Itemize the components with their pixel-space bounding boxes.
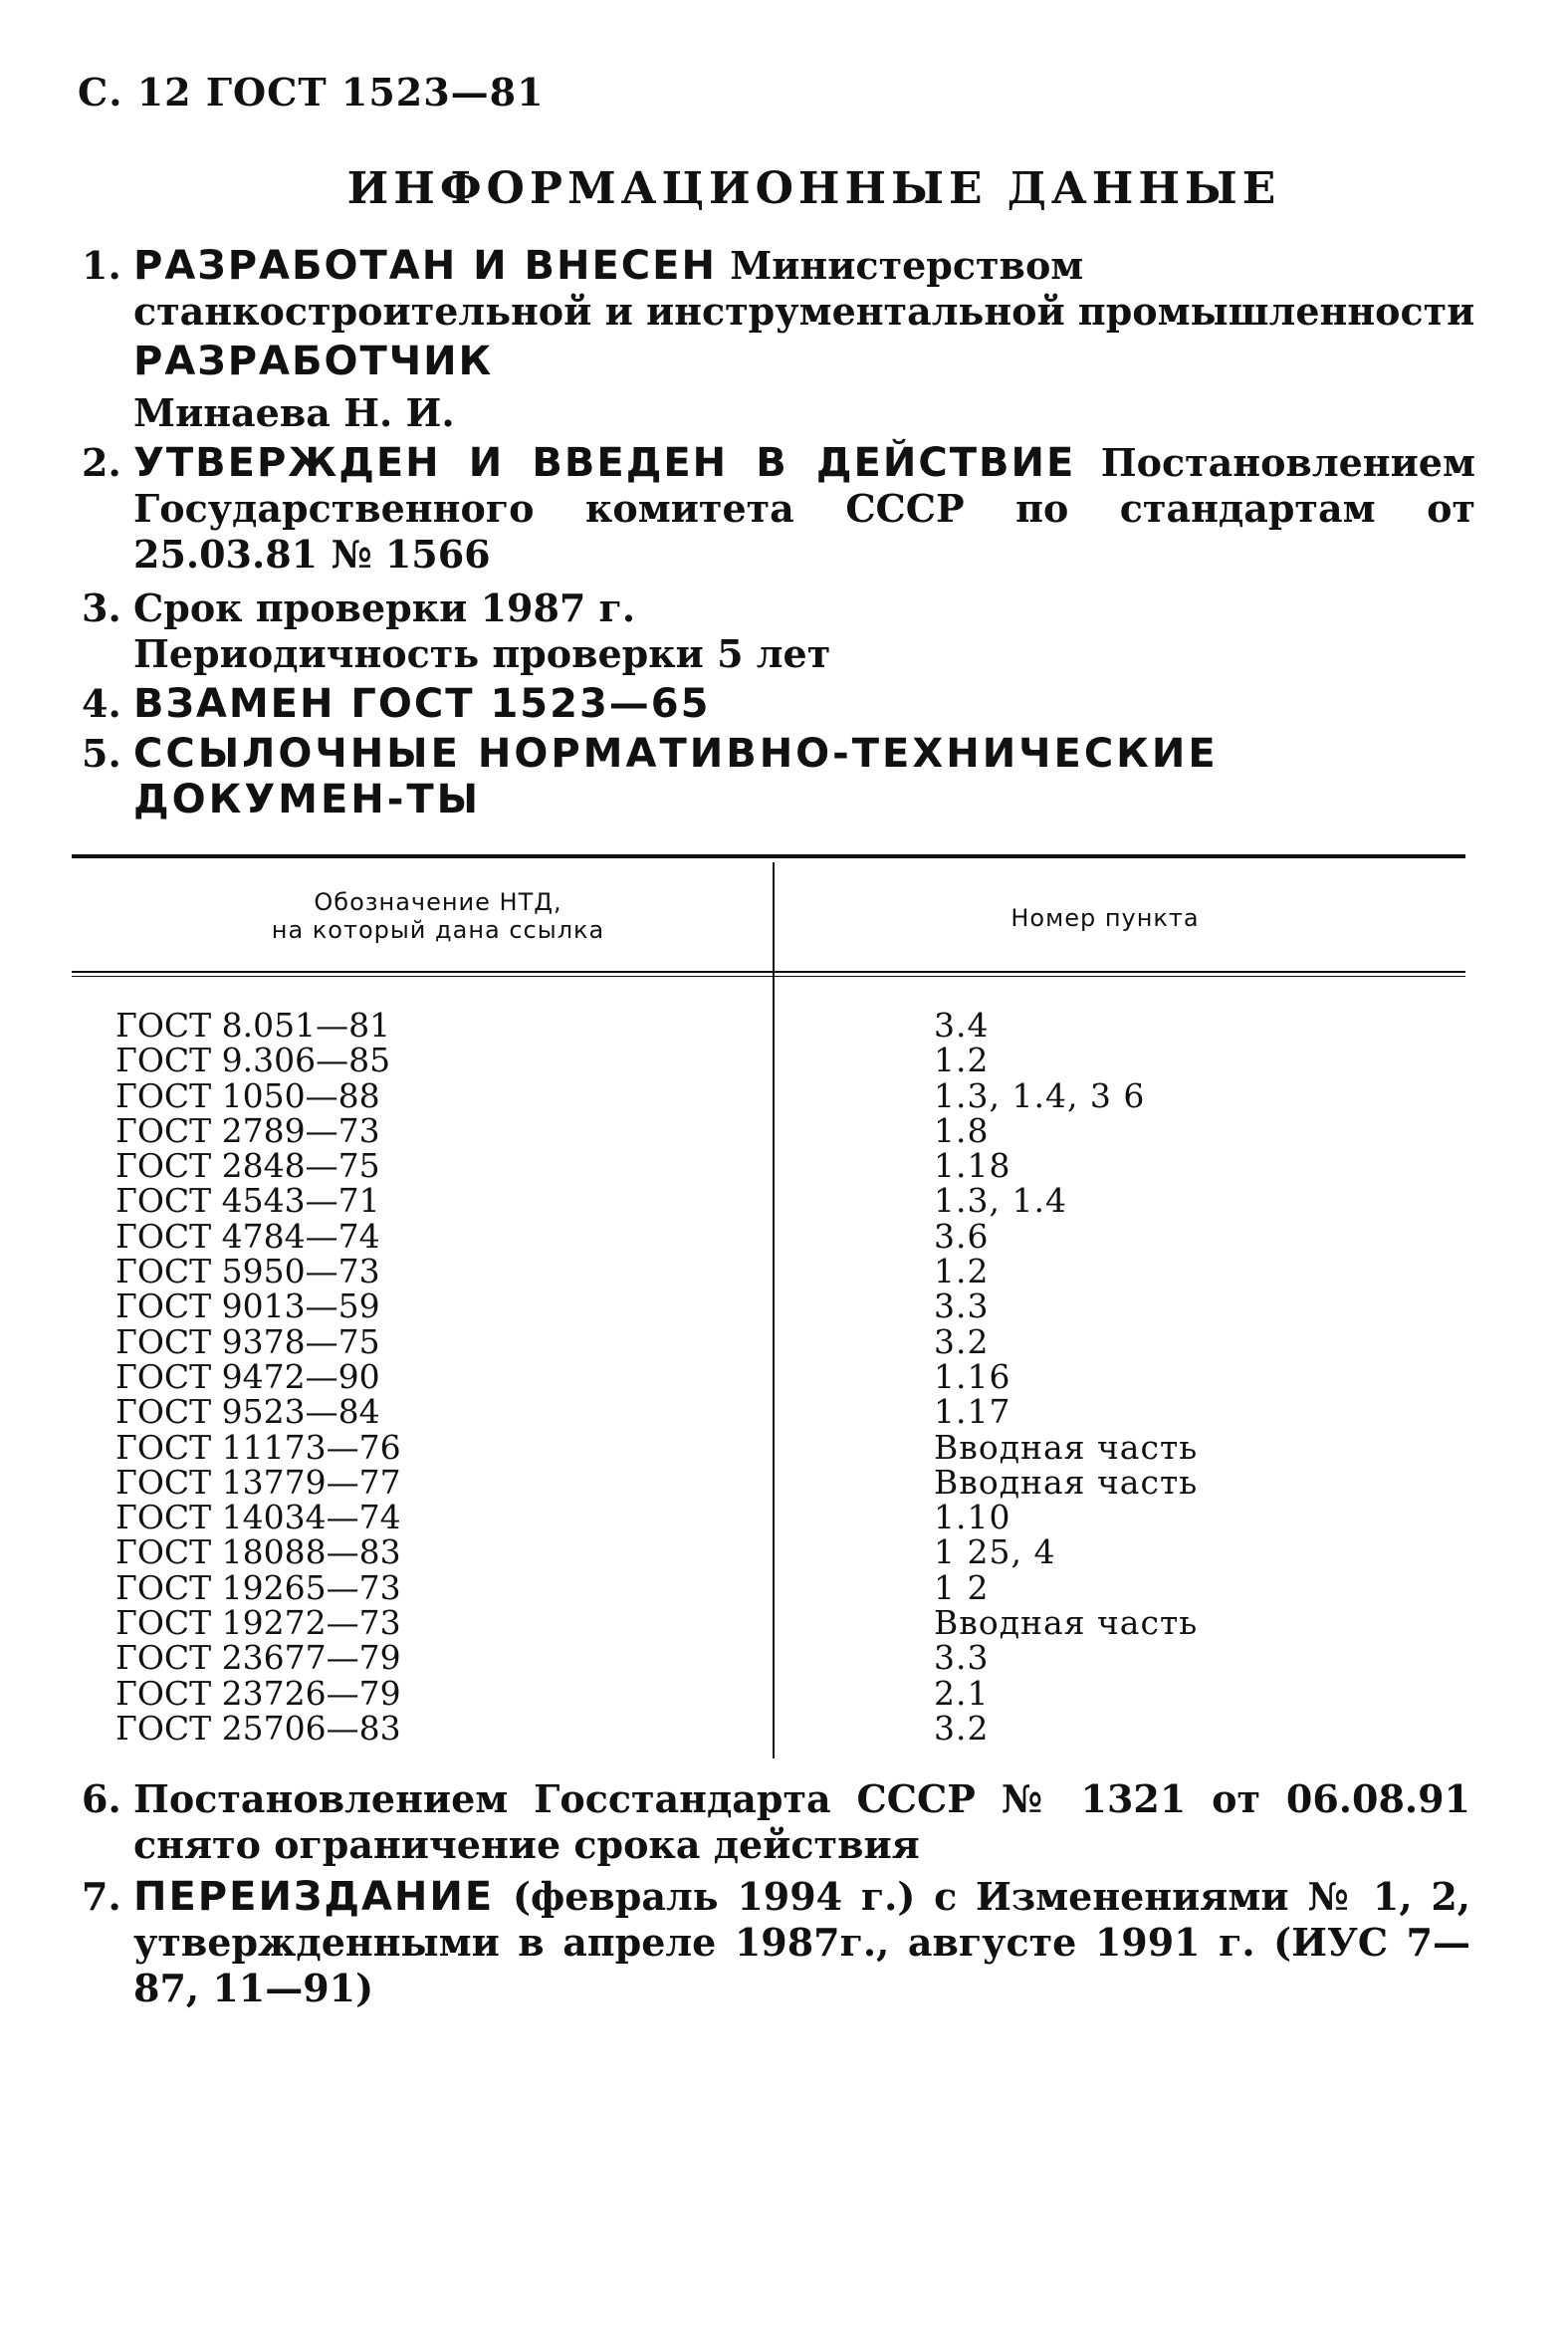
ntd-designation: ГОСТ 2789—73 <box>115 1110 380 1150</box>
item-number: 6. <box>82 1776 121 1821</box>
review-period: Периодичность проверки 5 лет <box>133 631 831 676</box>
item-number: 7. <box>82 1874 121 1919</box>
table-top-rule <box>72 854 1465 858</box>
ntd-designation: ГОСТ 25706—83 <box>115 1708 401 1748</box>
item-text: (февраль 1994 г.) с Изменениями № 1, 2, утвержденными в апреле 1987г., августе 1991 г. (ИУС 7—87, 11—91) <box>133 1874 1470 2010</box>
item-caps-heading: ССЫЛОЧНЫЕ НОРМАТИВНО-ТЕХНИЧЕСКИЕ ДОКУМЕН-ТЫ <box>133 731 1219 822</box>
ntd-designation: ГОСТ 13779—77 <box>115 1462 401 1502</box>
clause-number: 1 25, 4 <box>934 1532 1056 1572</box>
table-row <box>0 1110 1568 1150</box>
ntd-designation: ГОСТ 9523—84 <box>115 1392 380 1432</box>
clause-number: Вводная часть <box>934 1462 1199 1502</box>
table-row <box>0 1216 1568 1256</box>
item-caps-heading: РАЗРАБОТАН И ВНЕСЕН <box>133 243 717 289</box>
table-row <box>0 1356 1568 1396</box>
table-row <box>0 1462 1568 1502</box>
table-row <box>0 1532 1568 1572</box>
ntd-designation: ГОСТ 5950—73 <box>115 1252 380 1291</box>
item-text: Министерством станкостроительной и инструментальной промышленности <box>133 243 1475 334</box>
table-row <box>0 1181 1568 1221</box>
ntd-designation: ГОСТ 18088—83 <box>115 1532 401 1572</box>
clause-number: 3.3 <box>934 1286 990 1326</box>
clause-number: 3.2 <box>934 1321 990 1361</box>
ntd-designation: ГОСТ 4543—71 <box>115 1181 380 1221</box>
ntd-designation: ГОСТ 23726—79 <box>115 1673 401 1713</box>
item-number: 1. <box>82 243 121 288</box>
table-header-designation <box>179 888 697 944</box>
info-item-5 <box>82 731 1485 822</box>
info-item-6 <box>82 1776 1470 1868</box>
item-caps-heading: УТВЕРЖДЕН И ВВЕДЕН В ДЕЙСТВИЕ <box>133 440 1076 486</box>
clause-number: 1 2 <box>934 1567 990 1607</box>
ntd-designation: ГОСТ 23677—79 <box>115 1638 401 1678</box>
info-item-7 <box>82 1874 1470 2011</box>
ntd-designation: ГОСТ 9.306—85 <box>115 1041 391 1080</box>
clause-number: 1.8 <box>934 1110 990 1150</box>
table-row <box>0 1498 1568 1537</box>
table-row <box>0 1252 1568 1291</box>
clause-number: 1.16 <box>934 1356 1011 1396</box>
clause-number: 1.18 <box>934 1146 1011 1186</box>
item-number: 3. <box>82 585 121 630</box>
clause-number: 3.3 <box>934 1638 990 1678</box>
info-item-1 <box>82 243 1475 436</box>
clause-number: 1.10 <box>934 1498 1011 1537</box>
header-line-2: на который дана ссылка <box>271 916 605 944</box>
table-row <box>0 1567 1568 1607</box>
ntd-designation: ГОСТ 1050—88 <box>115 1075 380 1115</box>
page-title: ИНФОРМАЦИОННЫЕ ДАННЫЕ <box>346 163 1281 214</box>
table-row <box>0 1321 1568 1361</box>
table-row <box>0 1008 1568 1043</box>
clause-number: 1.17 <box>934 1392 1011 1432</box>
table-header-rule-thin <box>72 976 1465 977</box>
info-item-2 <box>82 440 1475 578</box>
table-row <box>0 1673 1568 1713</box>
ntd-designation: ГОСТ 4784—74 <box>115 1216 380 1256</box>
header-line-1: Обозначение НТД, <box>314 888 562 916</box>
table-row <box>0 1075 1568 1115</box>
table-row <box>0 1041 1568 1080</box>
clause-number: 1.3, 1.4, 3 6 <box>934 1075 1146 1115</box>
info-item-4 <box>82 681 1475 727</box>
clause-number: 3.4 <box>934 1006 990 1045</box>
clause-number: 1.3, 1.4 <box>934 1181 1067 1221</box>
table-header-rule <box>72 971 1465 973</box>
item-number: 2. <box>82 440 121 485</box>
table-row <box>0 1638 1568 1678</box>
ntd-designation: ГОСТ 19265—73 <box>115 1567 401 1607</box>
info-item-3 <box>82 585 1475 677</box>
ntd-designation: ГОСТ 2848—75 <box>115 1146 380 1186</box>
table-row <box>0 1427 1568 1467</box>
clause-number: 1.2 <box>934 1041 990 1080</box>
ntd-designation: ГОСТ 9472—90 <box>115 1356 380 1396</box>
ntd-designation: ГОСТ 8.051—81 <box>115 1006 391 1045</box>
page-header: С. 12 ГОСТ 1523—81 <box>78 70 545 115</box>
developer-label: РАЗРАБОТЧИК <box>133 339 494 384</box>
ntd-designation: ГОСТ 9378—75 <box>115 1321 380 1361</box>
clause-number: Вводная часть <box>934 1603 1199 1643</box>
ntd-designation: ГОСТ 9013—59 <box>115 1286 380 1326</box>
review-term: Срок проверки 1987 г. <box>133 585 636 630</box>
clause-number: 3.6 <box>934 1216 990 1256</box>
table-row <box>0 1146 1568 1186</box>
ntd-designation: ГОСТ 11173—76 <box>115 1427 401 1467</box>
table-row <box>0 1708 1568 1748</box>
item-number: 4. <box>82 681 121 726</box>
table-header-clause: Номер пункта <box>1010 904 1200 932</box>
item-caps-heading: ПЕРЕИЗДАНИЕ <box>133 1874 495 1920</box>
table-body <box>0 1008 1568 1746</box>
clause-number: 3.2 <box>934 1708 990 1748</box>
developer-name: Минаева Н. И. <box>133 390 455 435</box>
ntd-designation: ГОСТ 14034—74 <box>115 1498 401 1537</box>
item-text: Постановлением Госстандарта СССР № 1321 от 06.08.91 снято ограничение срока действия <box>133 1776 1470 1867</box>
ntd-designation: ГОСТ 19272—73 <box>115 1603 401 1643</box>
table-row <box>0 1603 1568 1643</box>
clause-number: 2.1 <box>934 1673 990 1713</box>
table-row <box>0 1286 1568 1326</box>
item-text: Постановлением Государственного комитета СССР по стандартам от 25.03.81 № 1566 <box>133 440 1475 577</box>
table-row <box>0 1392 1568 1432</box>
item-caps-heading: ВЗАМЕН ГОСТ 1523—65 <box>133 681 711 727</box>
clause-number: 1.2 <box>934 1252 990 1291</box>
item-number: 5. <box>82 731 121 776</box>
clause-number: Вводная часть <box>934 1427 1199 1467</box>
